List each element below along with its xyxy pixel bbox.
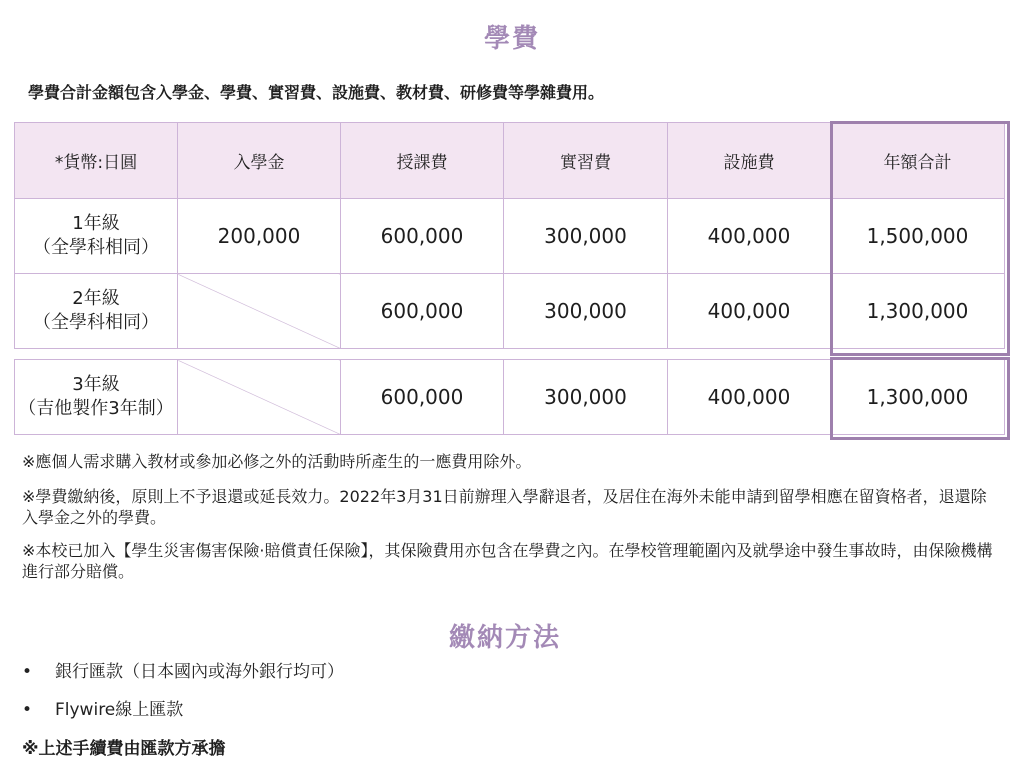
- grade-label: 1年級: [72, 213, 120, 234]
- grade-label: 2年級: [72, 288, 120, 309]
- facility-fee-cell: 400,000: [668, 360, 831, 435]
- list-item: [22, 660, 344, 698]
- row-label: [15, 274, 178, 349]
- tuition-fee-cell: 600,000: [341, 274, 504, 349]
- facility-fee-cell: 400,000: [668, 199, 831, 274]
- header-annual-total: 年額合計: [831, 123, 1005, 199]
- row-label: [15, 199, 178, 274]
- section-title: 繳納方法: [448, 623, 561, 653]
- annual-total-cell: 1,300,000: [831, 360, 1005, 435]
- list-item: [22, 698, 344, 736]
- grade-note: （吉他製作3年制）: [18, 398, 174, 419]
- fee-table: [14, 122, 1005, 349]
- page-title: 學費: [483, 24, 540, 54]
- table-row: [15, 360, 1005, 435]
- bullet-icon: •: [22, 662, 33, 682]
- annual-total-cell: 1,500,000: [831, 199, 1005, 274]
- admission-fee-empty-cell: [178, 360, 341, 435]
- fee-table-third-year: [14, 359, 1005, 435]
- payment-method-label: Flywire線上匯款: [55, 700, 184, 720]
- header-currency: *貨幣:日圓: [15, 123, 178, 199]
- header-practice: 實習費: [504, 123, 668, 199]
- row-label: [15, 360, 178, 435]
- practice-fee-cell: 300,000: [504, 199, 668, 274]
- grade-note: （全學科相同）: [33, 237, 159, 258]
- table-row: [15, 274, 1005, 349]
- payment-method-list: [22, 660, 344, 736]
- note-text: ※學費繳納後，原則上不予退還或延長效力。2022年3月31日前辦理入學辭退者，及居住在海外未能申請到留學相應在留資格者，退還除入學金之外的學費。: [22, 487, 987, 527]
- tuition-fee-cell: 600,000: [341, 360, 504, 435]
- facility-fee-cell: 400,000: [668, 274, 831, 349]
- grade-label: 3年級: [72, 374, 120, 395]
- payment-method-label: 銀行匯款（日本國內或海外銀行均可）: [55, 662, 344, 682]
- annual-total-cell: 1,300,000: [831, 274, 1005, 349]
- note-text: ※本校已加入【學生災害傷害保險·賠償責任保險】，其保險費用亦包含在學費之內。在學校管理範圍內及就學途中發生事故時，由保險機構進行部分賠償。: [22, 541, 993, 581]
- tuition-fee-cell: 600,000: [341, 199, 504, 274]
- fee-footnote: ※上述手續費由匯款方承擔: [22, 739, 226, 759]
- header-admission: 入學金: [178, 123, 341, 199]
- table-header-row: [15, 123, 1005, 199]
- table-row: [15, 199, 1005, 274]
- note-text: ※應個人需求購入教材或參加必修之外的活動時所產生的一應費用除外。: [22, 452, 532, 471]
- grade-note: （全學科相同）: [33, 312, 159, 333]
- bullet-icon: •: [22, 700, 33, 720]
- admission-fee-empty-cell: [178, 274, 341, 349]
- header-tuition: 授課費: [341, 123, 504, 199]
- header-facility: 設施費: [668, 123, 831, 199]
- admission-fee-cell: 200,000: [178, 199, 341, 274]
- practice-fee-cell: 300,000: [504, 360, 668, 435]
- practice-fee-cell: 300,000: [504, 274, 668, 349]
- intro-text: 學費合計金額包含入學金、學費、實習費、設施費、教材費、研修費等學雜費用。: [28, 83, 605, 102]
